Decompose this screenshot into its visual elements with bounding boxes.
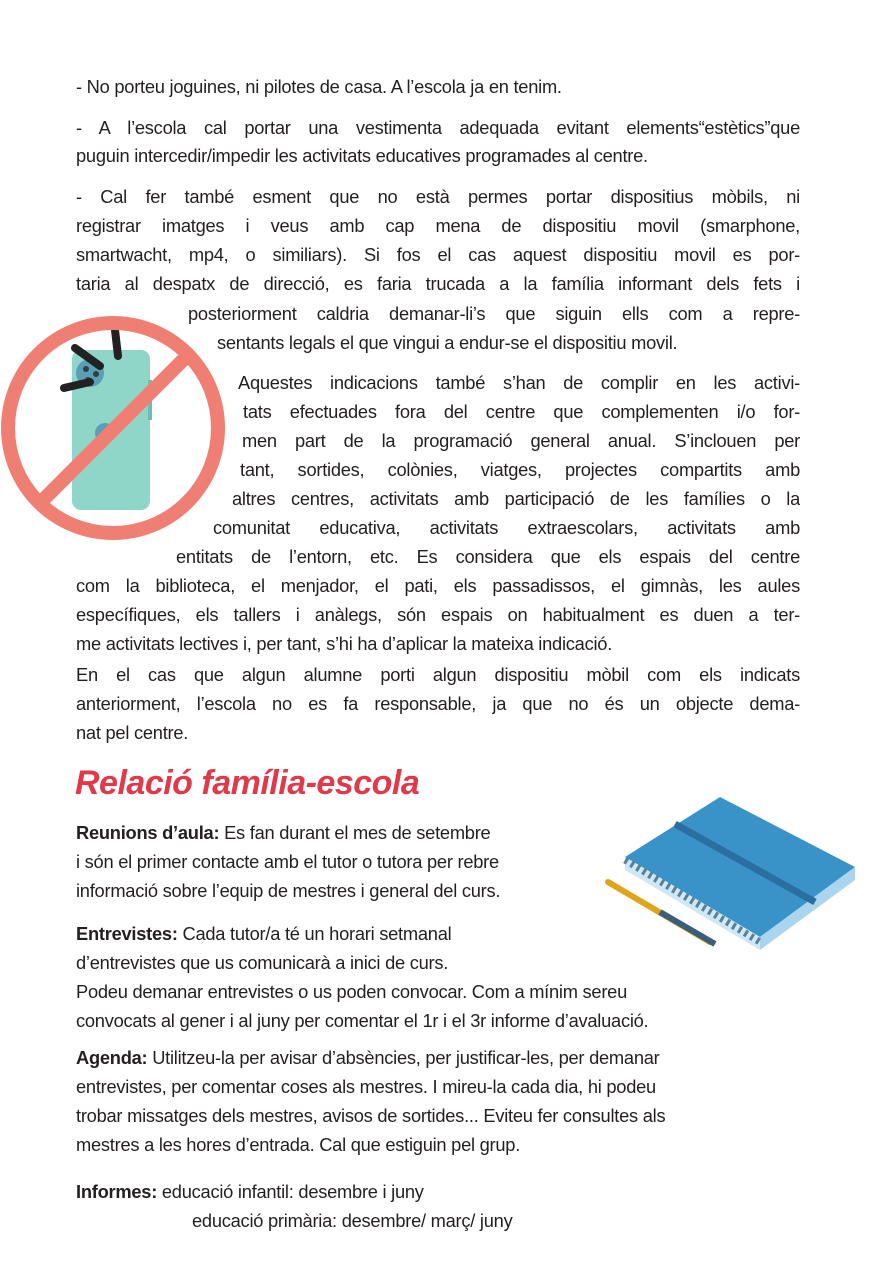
- label: Entrevistes:: [76, 923, 178, 944]
- informes-line: [76, 1179, 800, 1205]
- entrevistes-line: [76, 921, 600, 947]
- text: Es fan durant el mes de setembre: [219, 822, 491, 843]
- activities-line: altres centres, activitats amb participació de les famílies o la: [232, 488, 800, 509]
- agenda-line: mestres a les hores d’entrada. Cal que estiguin pel grup.: [76, 1134, 521, 1155]
- rule-devices-line: posteriorment caldria demanar-li’s que siguin ells com a repre-: [188, 303, 800, 324]
- reunions-line: informació sobre l’equip de mestres i general del curs.: [76, 880, 501, 901]
- rule-devices-line: taria al despatx de direcció, es faria trucada a la família informant dels fets i: [76, 273, 800, 294]
- rule-toys: - No porteu joguines, ni pilotes de casa. A l’escola ja en tenim.: [76, 76, 562, 97]
- rule-devices-line: smartwacht, mp4, o similiars). Si fos el cas aquest dispositiu movil es por-: [76, 244, 800, 265]
- activities-line: me activitats lectives i, per tant, s’hi ha d’aplicar la mateixa indicació.: [76, 633, 613, 654]
- activities-line: comunitat educativa, activitats extraescolars, activitats amb: [213, 517, 800, 538]
- label: Reunions d’aula:: [76, 822, 220, 843]
- reunions-line: i són el primer contacte amb el tutor o tutora per rebre: [76, 851, 499, 872]
- entrevistes-line: d’entrevistes que us comunicarà a inici de curs.: [76, 952, 449, 973]
- responsibility-line: anteriorment, l’escola no es fa responsable, ja que no és un objecte dema-: [76, 693, 800, 714]
- activities-line: tant, sortides, colònies, viatges, projectes compartits amb: [240, 459, 800, 480]
- responsibility-line: nat pel centre.: [76, 722, 189, 743]
- rule-devices-line: registrar imatges i veus amb cap mena de dispositiu movil (smarphone,: [76, 215, 800, 236]
- entrevistes-line: convocats al gener i al juny per comentar el 1r i el 3r informe d’avaluació.: [76, 1010, 649, 1031]
- no-phone-icon: [0, 308, 230, 543]
- section-title: Relació família-escola: [75, 764, 420, 802]
- activities-line: men part de la programació general anual. S’inclouen per: [242, 430, 800, 451]
- entrevistes-line: Podeu demanar entrevistes o us poden convocar. Com a mínim sereu: [76, 981, 628, 1002]
- text: Cada tutor/a té un horari setmanal: [182, 923, 452, 944]
- text: educació infantil: desembre i juny: [161, 1181, 424, 1202]
- label: Informes:: [76, 1181, 158, 1202]
- activities-line: específiques, els tallers i anàlegs, són espais on habitualment es duen a ter-: [76, 604, 800, 625]
- reunions-line: [76, 820, 600, 846]
- activities-line: com la biblioteca, el menjador, el pati, els passadissos, el gimnàs, les aules: [76, 575, 800, 596]
- rule-devices-line: - Cal fer també esment que no està permes portar dispositius mòbils, ni: [76, 186, 800, 207]
- rule-clothing-line: puguin intercedir/impedir les activitats educatives programades al centre.: [76, 145, 648, 166]
- agenda-line: [76, 1045, 800, 1071]
- rule-devices-line: sentants legals el que vingui a endur-se el dispositiu movil.: [217, 332, 678, 353]
- rule-clothing-line: - A l’escola cal portar una vestimenta adequada evitant elements“estètics”que: [76, 117, 800, 138]
- responsibility-line: En el cas que algun alumne porti algun dispositiu mòbil com els indicats: [76, 664, 800, 685]
- agenda-line: trobar missatges dels mestres, avisos de sortides... Eviteu fer consultes als: [76, 1105, 666, 1126]
- text: Utilitzeu-la per avisar d’absències, per justificar-les, per demanar: [152, 1047, 660, 1068]
- agenda-line: entrevistes, per comentar coses als mestres. I mireu-la cada dia, hi podeu: [76, 1076, 656, 1097]
- activities-line: Aquestes indicacions també s’han de complir en les activi-: [238, 372, 800, 393]
- label: Agenda:: [76, 1047, 148, 1068]
- activities-line: entitats de l’entorn, etc. Es considera que els espais del centre: [176, 546, 800, 567]
- notebook-icon: [600, 792, 860, 952]
- informes-line: educació primària: desembre/ març/ juny: [192, 1210, 513, 1231]
- activities-line: tats efectuades fora del centre que complementen i/o for-: [243, 401, 800, 422]
